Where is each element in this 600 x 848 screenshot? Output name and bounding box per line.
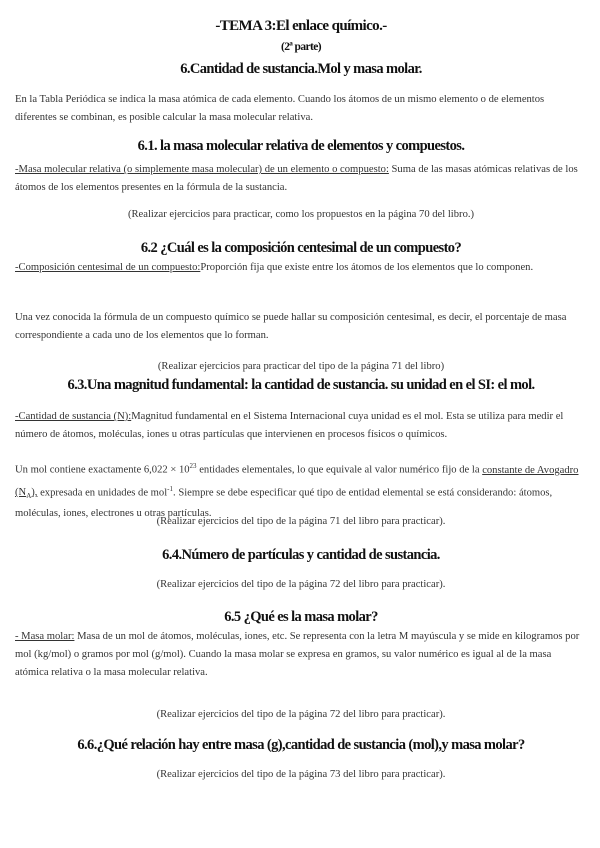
- heading-6-4: 6.4.Número de partículas y cantidad de sustancia.: [162, 547, 440, 563]
- exercise-note-6-1: (Realizar ejercicios para practicar, como los propuestos en la página 70 del libro.): [127, 209, 475, 220]
- heading-6-1: 6.1. la masa molecular relativa de elementos y compuestos.: [137, 138, 465, 154]
- paragraph-6-1: [15, 161, 587, 197]
- definition: Masa de un mol de átomos, moléculas, iones, etc. Se representa con la letra M mayúscula y se mide en kilogramos por mol (kg/mol) o gramos por mol (g/mol). Cuando la masa molar se expresa en gramos, su valor numérico es igual al de la masa atómica relativa o la masa molecular relativa.: [15, 631, 580, 678]
- exercise-note-6-3: (Realizar ejercicios del tipo de la página 71 del libro para practicar).: [156, 516, 446, 527]
- paragraph-6-2b: Una vez conocida la fórmula de un compuesto químico se puede hallar su composición centesimal, es decir, el porcentaje de masa correspondiente a cada uno de los elementos que lo forman.: [15, 312, 567, 341]
- definition: Proporción fija que existe entre los átomos de los elementos que lo componen.: [200, 262, 534, 273]
- definition: Suma de las masas atómicas relativas de los átomos de los elementos presentes en la fórmula de la sustancia.: [15, 164, 578, 193]
- exponent: 23: [189, 462, 197, 470]
- text: expresada en unidades de mol: [37, 487, 168, 499]
- term: -Cantidad de sustancia (N):: [15, 411, 132, 422]
- text: entidades elementales, lo que equivale al valor numérico fijo de la: [196, 464, 483, 476]
- exercise-note-6-6: (Realizar ejercicios del tipo de la página 73 del libro para practicar).: [156, 769, 446, 780]
- avogadro-link: constante de Avogadro $(N_A)$,: [15, 464, 579, 501]
- exercise-note-6-4: (Realizar ejercicios del tipo de la página 72 del libro para practicar).: [156, 579, 446, 590]
- paragraph-6-5: [15, 628, 587, 682]
- exercise-note-6-5: (Realizar ejercicios del tipo de la página 72 del libro para practicar).: [156, 709, 446, 720]
- text: . Siempre se debe especificar qué tipo de entidad elemental se está considerando: átomos, moléculas, iones, electrones u otras partículas.: [15, 487, 553, 520]
- paragraph-6: En la Tabla Periódica se indica la masa atómica de cada elemento. Cuando los átomos de un mismo elemento o de elementos diferentes se combinan, es posible calcular la masa molecular relativa.: [15, 94, 545, 123]
- document-title: -TEMA 3:El enlace químico.-: [215, 18, 387, 34]
- term: -Masa molecular relativa (o simplemente masa molecular) de un elemento o compuesto:: [15, 164, 389, 175]
- heading-6: 6.Cantidad de sustancia.Mol y masa molar.: [180, 61, 422, 77]
- exponent: -1: [167, 484, 174, 493]
- paragraph-6-3b: [15, 457, 587, 523]
- definition: Magnitud fundamental en el Sistema Internacional cuya unidad es el mol. Esta se utiliza para medir el número de átomos, moléculas, iones u otras partículas que intervienen en procesos físicos o químicos.: [15, 411, 564, 440]
- heading-6-5: 6.5 ¿Qué es la masa molar?: [224, 609, 378, 625]
- paragraph-6-3: [15, 408, 587, 444]
- heading-6-3: 6.3.Una magnitud fundamental: la cantidad de sustancia. su unidad en el SI: el mol.: [67, 377, 535, 393]
- heading-6-2: 6.2 ¿Cuál es la composición centesimal de un compuesto?: [140, 240, 462, 256]
- exercise-note-6-2: (Realizar ejercicios para practicar del tipo de la página 71 del libro): [157, 361, 445, 372]
- document-subtitle: (2ª parte): [281, 41, 321, 53]
- heading-6-6: 6.6.¿Qué relación hay entre masa (g),cantidad de sustancia (mol),y masa molar?: [77, 737, 525, 753]
- paragraph-6-2: [15, 259, 587, 277]
- term: - Masa molar:: [15, 631, 75, 642]
- term: -Composición centesimal de un compuesto:: [15, 262, 201, 273]
- text: Un mol contiene exactamente 6,022 × 10: [15, 464, 190, 476]
